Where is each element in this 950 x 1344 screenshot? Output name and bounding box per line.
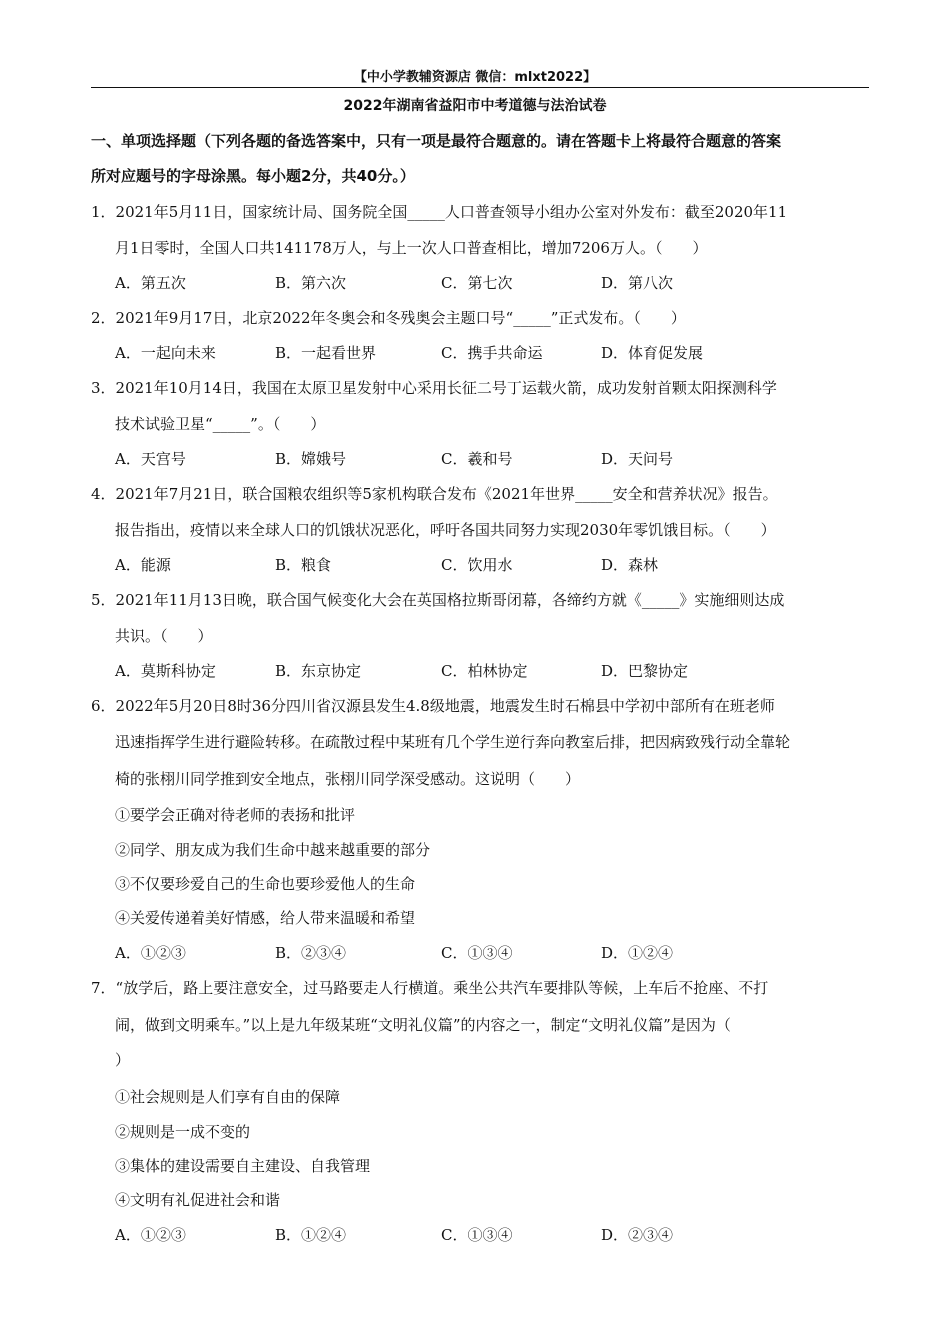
section-instructions-line-1: 一、单项选择题（下列各题的备选答案中，只有一项是最符合题意的。请在答题卡上将最符合题意的答案 — [91, 132, 782, 150]
exam-title: 2022年湖南省益阳市中考道德与法治试卷 — [343, 98, 607, 114]
question-6-statement-4: ④关爱传递着美好情感，给人带来温暖和希望 — [115, 909, 416, 927]
question-2-option-d: D．体育促发展 — [601, 344, 704, 362]
question-1-line-1: 1．2021年5月11日，国家统计局、国务院全国_____人口普查领导小组办公室对外发布：截至2020年11 — [91, 203, 788, 221]
question-6-line-2: 迅速指挥学生进行避险转移。在疏散过程中某班有几个学生逆行奔向教室后排，把因病致残行动全靠轮 — [115, 733, 791, 751]
question-6-statement-1: ①要学会正确对待老师的表扬和批评 — [115, 806, 356, 824]
question-5-line-2: 共识。（ ） — [115, 627, 213, 645]
question-5-option-c: C．柏林协定 — [441, 662, 528, 680]
question-4-option-b: B．粮食 — [275, 556, 332, 574]
question-3-option-c: C．羲和号 — [441, 450, 513, 468]
question-1-line-2: 月1日零时，全国人口共141178万人，与上一次人口普查相比，增加7206万人。（ ） — [115, 239, 708, 257]
question-7-line-1: 7．“放学后，路上要注意安全，过马路要走人行横道。乘坐公共汽车要排队等候，上车后不抢座、不打 — [91, 979, 769, 997]
question-4-line-2: 报告指出，疫情以来全球人口的饥饿状况恶化，呼吁各国共同努力实现2030年零饥饿目标。（ ） — [115, 521, 776, 539]
question-4-option-d: D．森林 — [601, 556, 659, 574]
question-7-line-3: ） — [115, 1051, 131, 1069]
question-3-line-2: 技术试验卫星“_____”。（ ） — [115, 415, 326, 433]
question-4-line-1: 4．2021年7月21日，联合国粮农组织等5家机构联合发布《2021年世界_____安全和营养状况》报告。 — [91, 485, 778, 503]
question-7-statement-3: ③集体的建设需要自主建设、自我管理 — [115, 1157, 371, 1175]
question-3-option-a: A．天宫号 — [115, 450, 186, 468]
question-6-option-c: C．①③④ — [441, 944, 513, 962]
question-2-option-a: A．一起向未来 — [115, 344, 216, 362]
question-6-line-3: 椅的张栩川同学推到安全地点，张栩川同学深受感动。这说明（ ） — [115, 770, 581, 788]
question-7-statement-1: ①社会规则是人们享有自由的保障 — [115, 1088, 341, 1106]
question-4-option-c: C．饮用水 — [441, 556, 513, 574]
question-5-option-a: A．莫斯科协定 — [115, 662, 216, 680]
question-7-option-d: D．②③④ — [601, 1226, 674, 1244]
question-3-option-d: D．天问号 — [601, 450, 674, 468]
question-5-line-1: 5．2021年11月13日晚，联合国气候变化大会在英国格拉斯哥闭幕，各缔约方就《_____》实施细则达成 — [91, 591, 785, 609]
question-5-option-b: B．东京协定 — [275, 662, 362, 680]
question-7-statement-2: ②规则是一成不变的 — [115, 1123, 251, 1141]
question-3-line-1: 3．2021年10月14日，我国在太原卫星发射中心采用长征二号丁运载火箭，成功发射首颗太阳探测科学 — [91, 379, 777, 397]
question-7-option-c: C．①③④ — [441, 1226, 513, 1244]
question-6-line-1: 6．2022年5月20日8时36分四川省汉源县发生4.8级地震，地震发生时石棉县中学初中部所有在班老师 — [91, 697, 775, 715]
question-1-option-d: D．第八次 — [601, 274, 674, 292]
question-6-statement-2: ②同学、朋友成为我们生命中越来越重要的部分 — [115, 841, 431, 859]
question-1-option-b: B．第六次 — [275, 274, 347, 292]
question-7-option-a: A．①②③ — [115, 1226, 186, 1244]
source-header: 【中小学教辅资源店 微信：mlxt2022】 — [353, 70, 597, 85]
header-divider — [91, 87, 869, 88]
question-6-statement-3: ③不仅要珍爱自己的生命也要珍爱他人的生命 — [115, 875, 416, 893]
question-6-option-b: B．②③④ — [275, 944, 347, 962]
question-4-option-a: A．能源 — [115, 556, 171, 574]
question-5-option-d: D．巴黎协定 — [601, 662, 689, 680]
question-1-option-c: C．第七次 — [441, 274, 513, 292]
question-2-option-b: B．一起看世界 — [275, 344, 377, 362]
question-7-option-b: B．①②④ — [275, 1226, 347, 1244]
question-3-option-b: B．嫦娥号 — [275, 450, 347, 468]
question-2-line-1: 2．2021年9月17日，北京2022年冬奥会和冬残奥会主题口号“_____”正式发布。（ ） — [91, 309, 686, 327]
question-1-option-a: A．第五次 — [115, 274, 186, 292]
question-6-option-d: D．①②④ — [601, 944, 674, 962]
question-2-option-c: C．携手共命运 — [441, 344, 543, 362]
section-instructions-line-2: 所对应题号的字母涂黑。每小题2分，共40分。） — [91, 167, 415, 185]
question-7-line-2: 闹，做到文明乘车。”以上是九年级某班“文明礼仪篇”的内容之一，制定“文明礼仪篇”是因为（ — [115, 1016, 731, 1034]
question-7-statement-4: ④文明有礼促进社会和谐 — [115, 1191, 281, 1209]
question-6-option-a: A．①②③ — [115, 944, 186, 962]
